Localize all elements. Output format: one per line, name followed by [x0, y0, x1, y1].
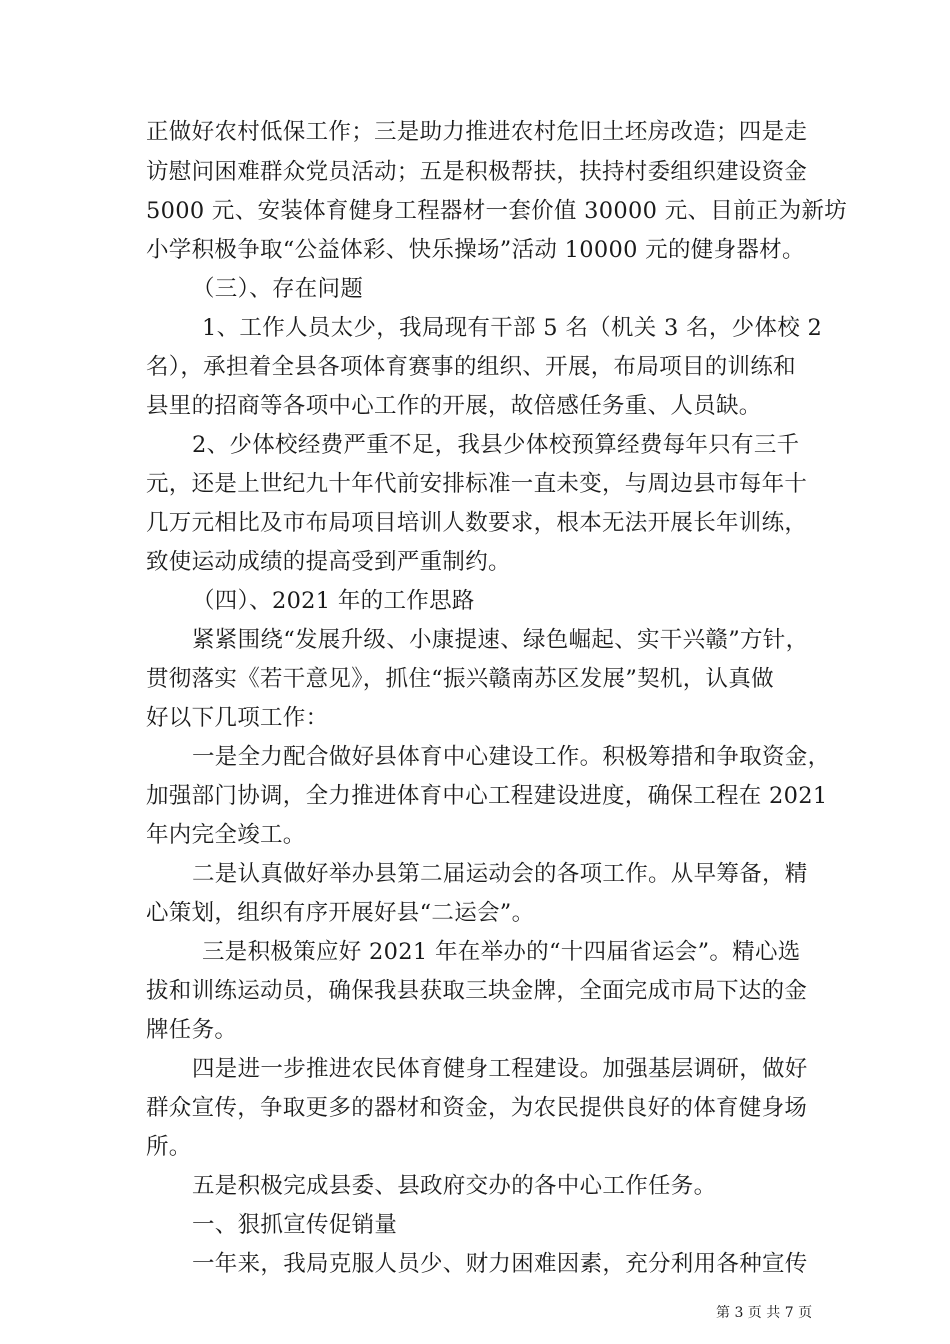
section-heading: （四）、2021 年的工作思路 [192, 588, 475, 614]
text-line: 访慰问困难群众党员活动；五是积极帮扶，扶持村委组织建设资金 [146, 159, 808, 185]
text-line: 二是认真做好举办县第二届运动会的各项工作。从早筹备，精 [192, 861, 808, 887]
text-line: 好以下几项工作： [146, 705, 329, 731]
text-line: 牌任务。 [146, 1017, 238, 1043]
text-line: 四是进一步推进农民体育健身工程建设。加强基层调研，做好 [192, 1056, 808, 1082]
text-line: 心策划，组织有序开展好县“二运会”。 [146, 900, 535, 926]
text-line: 三是积极策应好 2021 年在举办的“十四届省运会”。精心选 [202, 939, 801, 965]
text-line: 小学积极争取“公益体彩、快乐操场”活动 10000 元的健身器材。 [146, 237, 805, 263]
text-line: 一年来，我局克服人员少、财力困难因素，充分利用各种宣传 [192, 1251, 808, 1277]
text-line: 1、工作人员太少，我局现有干部 5 名（机关 3 名，少体校 2 [202, 315, 823, 341]
text-line: 所。 [146, 1134, 192, 1160]
text-line: 年内完全竣工。 [146, 822, 306, 848]
text-line: 五是积极完成县委、县政府交办的各中心工作任务。 [192, 1173, 717, 1199]
section-heading: 一、狠抓宣传促销量 [192, 1212, 398, 1238]
text-line: 元，还是上世纪九十年代前安排标准一直未变，与周边县市每年十 [146, 471, 808, 497]
text-line: 紧紧围绕“发展升级、小康提速、绿色崛起、实干兴赣”方针， [192, 627, 809, 653]
text-line: 拔和训练运动员，确保我县获取三块金牌，全面完成市局下达的金 [146, 978, 808, 1004]
section-heading: （三）、存在问题 [192, 276, 364, 302]
text-line: 贯彻落实《若干意见》，抓住“振兴赣南苏区发展”契机，认真做 [146, 666, 774, 692]
text-line: 加强部门协调，全力推进体育中心工程建设进度，确保工程在 2021 [146, 783, 828, 809]
text-line: 县里的招商等各项中心工作的开展，故倍感任务重、人员缺。 [146, 393, 762, 419]
page-number-footer: 第 3 页 共 7 页 [716, 1305, 813, 1321]
text-line: 致使运动成绩的提高受到严重制约。 [146, 549, 511, 575]
text-line: 正做好农村低保工作；三是助力推进农村危旧土坯房改造；四是走 [146, 119, 808, 145]
text-line: 5000 元、安装体育健身工程器材一套价值 30000 元、目前正为新坊 [146, 198, 848, 224]
text-line: 几万元相比及市布局项目培训人数要求，根本无法开展长年训练， [146, 510, 808, 536]
text-line: 名），承担着全县各项体育赛事的组织、开展，布局项目的训练和 [146, 354, 796, 380]
text-line: 2、少体校经费严重不足，我县少体校预算经费每年只有三千 [192, 432, 800, 458]
text-line: 群众宣传，争取更多的器材和资金，为农民提供良好的体育健身场 [146, 1095, 808, 1121]
text-line: 一是全力配合做好县体育中心建设工作。积极筹措和争取资金， [192, 744, 831, 770]
